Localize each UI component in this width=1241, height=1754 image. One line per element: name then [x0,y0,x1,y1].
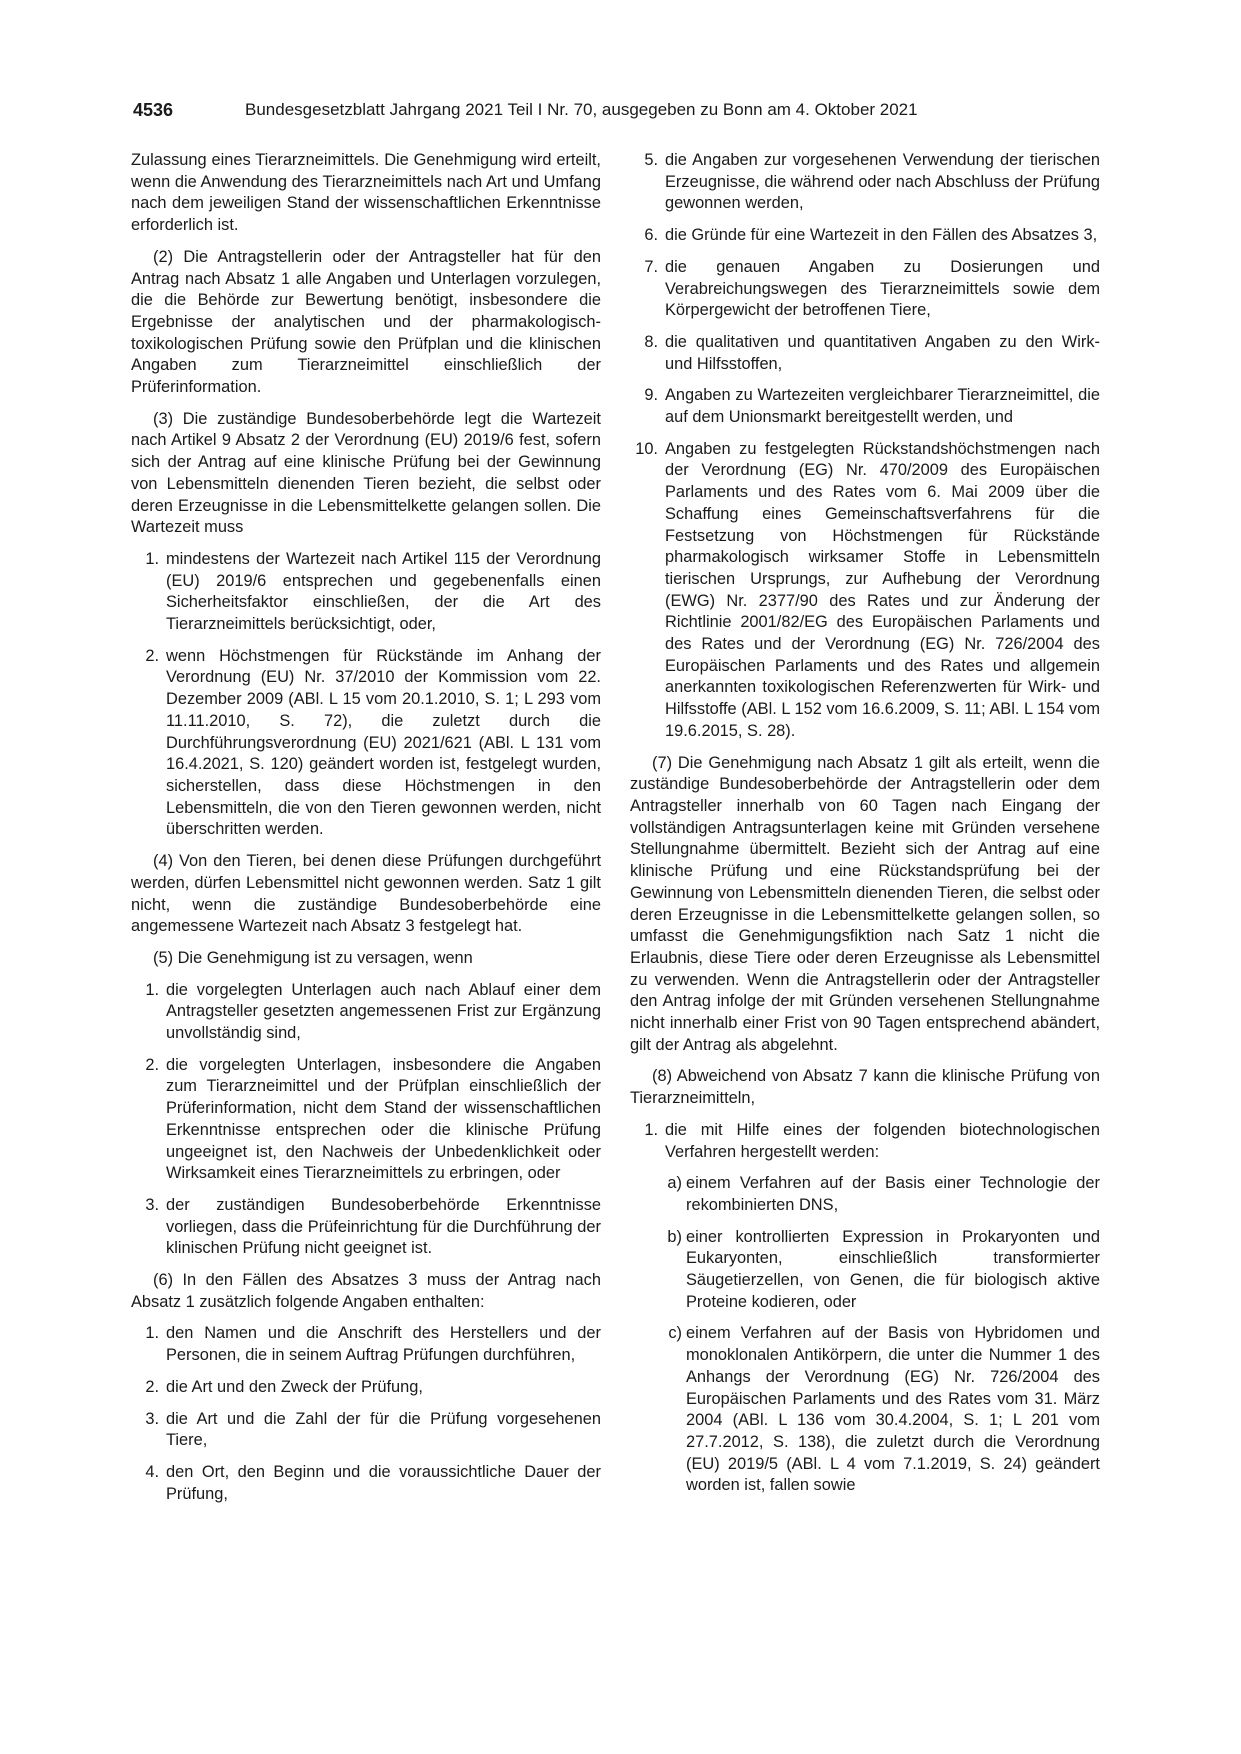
list-item [131,646,601,841]
list-item [630,150,1100,215]
list-item-number: 4. [145,1462,159,1481]
list-item-text: Angaben zu festgelegten Rückstandshöchstmengen nach der Verordnung (EG) Nr. 470/2009 des Europäischen Parlaments und des Rates vom 6. Mai 2009 über die Schaffung eines Gemeinschaftsverfahrens für die Festsetzung von Höchstmengen für Rückstände pharmakologisch wirksamer Stoffe in Lebensmitteln tierischen Ursprungs, zur Aufhebung der Verordnung (EWG) Nr. 2377/90 des Rates und zur Änderung der Richtlinie 2001/82/EG des Europäischen Parlaments und des Rates und der Verordnung (EG) Nr. 726/2004 des Europäischen Parlaments und des Rates und allgemein anerkannten toxikologischen Referenzwerten für Wirk- und Hilfsstoffe (ABl. L 152 vom 16.6.2009, S. 11; ABl. L 154 vom 19.6.2015, S. 28). [665,439,1100,740]
list-item [131,1323,601,1366]
intro-paragraph: Zulassung eines Tierarzneimittels. Die Genehmigung wird erteilt, wenn die Anwendung des Tierarzneimittels nach Art und Umfang nach dem jeweiligen Stand der wissenschaftlichen Erkenntnisse erforderlich ist. [131,151,601,235]
list-item-number: 5. [644,151,658,169]
list-item-text: der zuständigen Bundesoberbehörde Erkenntnisse vorliegen, dass die Prüfeinrichtung für die Durchführung der klinischen Prüfung nicht geeignet ist. [166,1195,601,1258]
list-item-number: 2. [145,1055,159,1074]
running-head: Bundesgesetzblatt Jahrgang 2021 Teil I Nr. 70, ausgegeben zu Bonn am 4. Oktober 2021 [245,100,918,119]
list-item-number: 1. [145,549,159,568]
paragraph-abs-7: (7) Die Genehmigung nach Absatz 1 gilt als erteilt, wenn die zuständige Bundesoberbehörde der Antragstellerin oder dem Antragsteller innerhalb von 60 Tagen nach Eingang der vollständigen Antragsunterlagen keine mit Gründen versehene Stellungnahme übermittelt. Bezieht sich der Antrag auf eine klinische Prüfung und eine Rückstandsprüfung bei der Gewinnung von Lebensmitteln dienenden Tieren, die selbst oder deren Erzeugnisse in die Lebensmittelkette gelangen sollen, so umfasst die Genehmigungsfiktion nach Satz 1 nicht die Erlaubnis, diese Tiere oder deren Erzeugnisse als Lebensmittel zu verwenden. Wenn die Antragstellerin oder der Antragsteller den Antrag infolge der mit Gründen versehenen Stellungnahme nicht innerhalb einer Frist von 90 Tagen entsprechend abändert, gilt der Antrag als abgelehnt. [630,753,1100,1054]
page-number: 4536 [133,100,174,120]
paragraph-abs-8: (8) Abweichend von Absatz 7 kann die klinische Prüfung von Tierarzneimitteln, [630,1067,1100,1108]
sub-list-item-letter: b) [667,1227,682,1246]
list-item [131,1377,601,1399]
list-item-text: die Angaben zur vorgesehenen Verwendung der tierischen Erzeugnisse, die während oder nach Abschluss der Prüfung gewonnen werden, [665,151,1100,213]
list-item [630,439,1100,743]
right-column [630,150,1100,1507]
list-item-text: Angaben zu Wartezeiten vergleichbarer Tierarzneimittel, die auf dem Unionsmarkt bereitgestellt werden, und [665,386,1100,427]
left-column [131,150,601,1515]
list-item-text: den Namen und die Anschrift des Herstellers und der Personen, die in seinem Auftrag Prüfungen durchführen, [166,1324,601,1365]
list-item-number: 3. [145,1409,159,1428]
page-header [133,100,1108,124]
list-item [630,332,1100,375]
sub-list-item [630,1227,1100,1314]
list-item-number: 1. [644,1120,658,1139]
sub-list-item [630,1173,1100,1216]
paragraph-abs-2: (2) Die Antragstellerin oder der Antragsteller hat für den Antrag nach Absatz 1 alle Angaben und Unterlagen vorzulegen, die die Behörde zur Bewertung benötigt, insbesondere die Ergebnisse der analytischen und der pharmakologisch-toxikologischen Prüfung sowie den Prüfplan und die klinischen Angaben zum Tierarzneimittel einschließlich der Prüferinformation. [131,247,601,397]
sub-list-item-text: einem Verfahren auf der Basis von Hybridomen und monoklonalen Antikörpern, die unter die Nummer 1 des Anhangs der Verordnung (EG) Nr. 726/2004 des Europäischen Parlaments und des Rates vom 31. März 2004 (ABl. L 136 vom 30.4.2004, S. 1; L 201 vom 27.7.2012, S. 138), die zuletzt durch die Verordnung (EU) 2019/5 (ABl. L 4 vom 7.1.2019, S. 24) geändert worden ist, fallen sowie [686,1324,1100,1495]
list-item-number: 3. [145,1195,159,1214]
list-item [131,980,601,1045]
list-item-number: 8. [644,332,658,351]
list-item-text: die Gründe für eine Wartezeit in den Fällen des Absatzes 3, [665,226,1098,245]
list-item-text: den Ort, den Beginn und die voraussichtliche Dauer der Prüfung, [166,1462,601,1503]
list-item [131,549,601,636]
list-item [630,257,1100,322]
list-item [131,1055,601,1185]
list-item-text: mindestens der Wartezeit nach Artikel 115 der Verordnung (EU) 2019/6 entsprechen und gegebenenfalls einen Sicherheitsfaktor einschließen, der die Art des Tierarzneimittels berücksichtigt, oder, [166,549,601,634]
list-item-number: 9. [644,386,658,405]
list-item-number: 6. [644,226,658,245]
paragraph-abs-6: (6) In den Fällen des Absatzes 3 muss der Antrag nach Absatz 1 zusätzlich folgende Angaben enthalten: [131,1271,601,1311]
list-item-text: die qualitativen und quantitativen Angaben zu den Wirk- und Hilfsstoffen, [665,332,1100,373]
sub-list-item-letter: a) [667,1174,682,1193]
list-item-text: die Art und den Zweck der Prüfung, [166,1377,423,1396]
list-item [630,1120,1100,1163]
paragraph-abs-5: (5) Die Genehmigung ist zu versagen, wenn [153,948,473,967]
list-item-text: wenn Höchstmengen für Rückstände im Anhang der Verordnung (EU) Nr. 37/2010 der Kommission vom 22. Dezember 2009 (ABl. L 15 vom 20.1.2010, S. 1; L 293 vom 11.11.2010, S. 72), die zuletzt durch die Durchführungsverordnung (EU) 2021/621 (ABl. L 131 vom 16.4.2021, S. 120) geändert worden ist, festgelegt wurden, sicherstellen, dass diese Höchstmengen in den Lebensmitteln, die von den Tieren gewonnen werden, nicht überschritten werden. [166,646,601,839]
list-item-number: 10. [635,439,658,458]
list-item-text: die genauen Angaben zu Dosierungen und Verabreichungswegen des Tierarzneimittels sowie dem Körpergewicht der betroffenen Tiere, [665,257,1100,320]
list-item-number: 1. [145,1324,159,1343]
list-item [131,1409,601,1452]
list-item-number: 7. [644,257,658,276]
sub-list-item-text: einem Verfahren auf der Basis einer Technologie der rekombinierten DNS, [686,1174,1100,1214]
list-item [131,1195,601,1260]
list-item-number: 1. [145,980,159,999]
list-item [131,1462,601,1505]
sub-list-item-text: einer kontrollierten Expression in Prokaryonten und Eukaryonten, einschließlich transformierter Säugetierzellen, von Genen, die für biologisch aktive Proteine kodieren, oder [686,1227,1100,1311]
list-item-text: die Art und die Zahl der für die Prüfung vorgesehenen Tiere, [166,1409,601,1450]
list-item-text: die vorgelegten Unterlagen auch nach Ablauf einer dem Antragsteller gesetzten angemessenen Frist zur Ergänzung unvollständig sind, [166,980,601,1043]
paragraph-abs-3: (3) Die zuständige Bundesoberbehörde legt die Wartezeit nach Artikel 9 Absatz 2 der Verordnung (EU) 2019/6 fest, sofern sich der Antrag auf eine klinische Prüfung bei der Gewinnung von Lebensmitteln dienenden Tieren bezieht, die selbst oder deren Erzeugnisse in die Lebensmittelkette gelangen sollen. Die Wartezeit muss [131,409,601,537]
list-item-text: die mit Hilfe eines der folgenden biotechnologischen Verfahren hergestellt werden: [665,1120,1100,1161]
list-item-number: 2. [145,646,159,665]
list-item-text: die vorgelegten Unterlagen, insbesondere die Angaben zum Tierarzneimittel und der Prüfplan einschließlich der Prüferinformation, nicht dem Stand der wissenschaftlichen Erkenntnisse entsprechen oder die klinische Prüfung ungeeignet ist, den Nachweis der Unbedenklichkeit oder Wirksamkeit eines Tierarzneimittels zu erbringen, oder [166,1055,601,1183]
list-item-number: 2. [145,1377,159,1396]
paragraph-abs-4: (4) Von den Tieren, bei denen diese Prüfungen durchgeführt werden, dürfen Lebensmittel nicht gewonnen werden. Satz 1 gilt nicht, wenn die zuständige Bundesoberbehörde eine angemessene Wartezeit nach Absatz 3 festgelegt hat. [131,852,601,936]
list-item [630,385,1100,428]
list-item [630,225,1100,247]
sub-list-item [630,1323,1100,1497]
sub-list-item-letter: c) [668,1324,682,1343]
